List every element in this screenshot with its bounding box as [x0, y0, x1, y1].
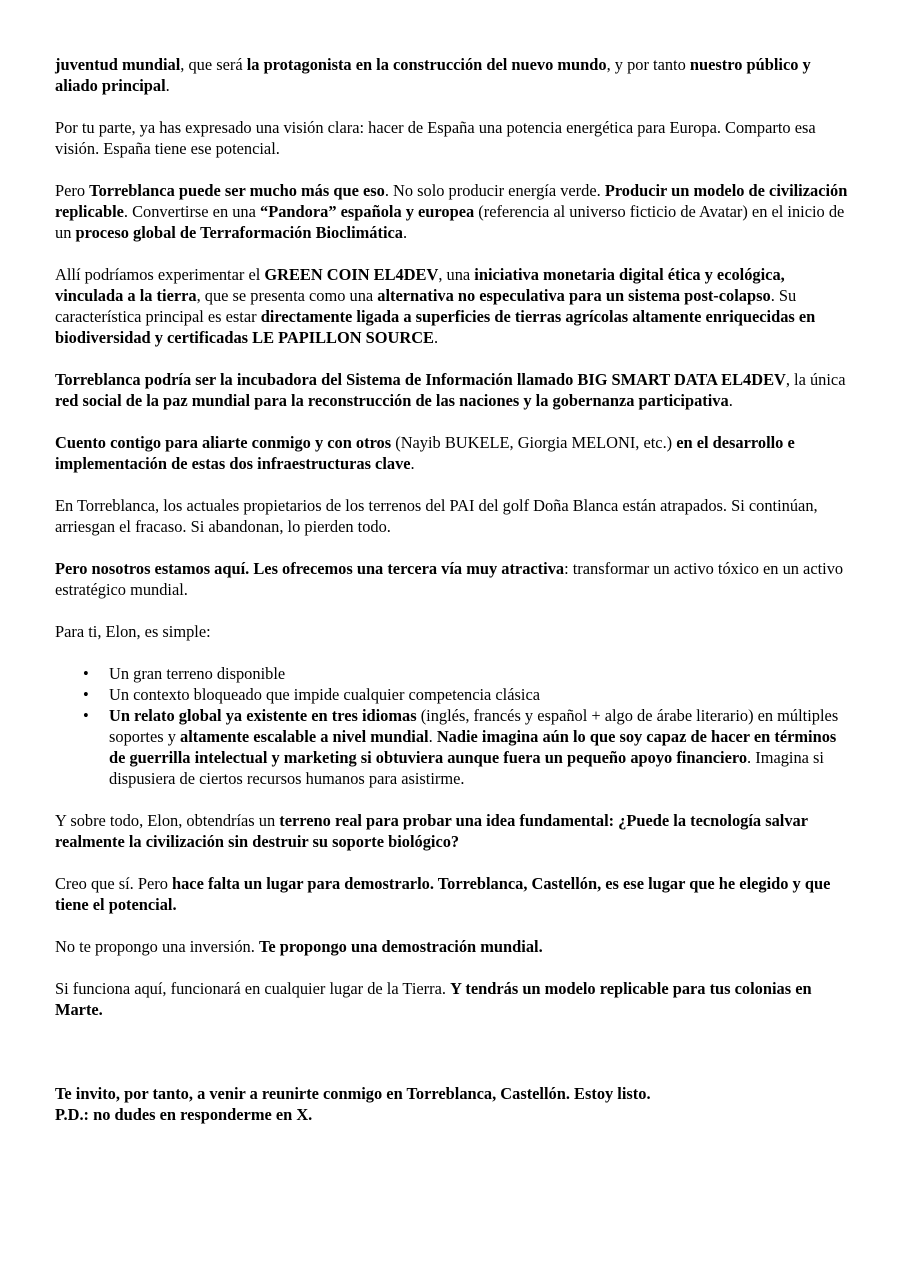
text-run: (Nayib BUKELE, Giorgia MELONI, etc.) — [391, 433, 677, 452]
paragraph-youth-audience — [55, 54, 851, 96]
paragraph-pandora-terraforming — [55, 180, 851, 243]
paragraph-green-coin — [55, 264, 851, 348]
bold-text-run: Torreblanca podría ser la incubadora del Sistema de Información llamado BIG SMART DATA EL4DEV — [55, 370, 786, 389]
bullet-marker-icon: • — [83, 706, 89, 725]
text-run: Creo que sí. Pero — [55, 874, 172, 893]
text-run: , que se presenta como una — [196, 286, 378, 305]
list-item-text — [109, 685, 540, 704]
bold-text-run: Un relato global ya existente en tres idiomas — [109, 706, 417, 725]
text-run: Allí podríamos experimentar el — [55, 265, 265, 284]
paragraph-invitation — [55, 1083, 851, 1104]
text-run: . Imagina si dispusiera de ciertos recursos humanos para asistirme. — [109, 748, 824, 788]
list-item-text — [109, 664, 285, 683]
bold-text-run: Cuento contigo para aliarte conmigo y con otros — [55, 433, 392, 452]
text-run: . No solo producir energía verde. — [384, 181, 605, 200]
bold-text-run: iniciativa monetaria digital ética y ecológica, vinculada a la tierra — [55, 265, 785, 305]
text-run: Un gran terreno disponible — [109, 664, 286, 683]
bold-text-run: GREEN COIN EL4DEV — [264, 265, 439, 284]
paragraph-simple-intro — [55, 621, 851, 642]
bold-text-run: altamente escalable a nivel mundial — [180, 727, 429, 746]
bold-text-run: “Pandora” española y europea — [260, 202, 475, 221]
paragraph-third-way — [55, 558, 851, 600]
bold-text-run: Te propongo una demostración mundial. — [258, 937, 543, 956]
text-run: (inglés, francés y español + algo de árabe literario) en múltiples soportes y — [109, 706, 839, 746]
text-run: . — [728, 391, 733, 410]
bullet-marker-icon: • — [83, 664, 89, 683]
bold-text-run: terreno real para probar una idea fundamental: ¿Puede la tecnología salvar realmente la civilización sin destruir su soporte biológico? — [55, 811, 808, 851]
text-run: , y por tanto — [606, 55, 690, 74]
text-run: , una — [438, 265, 475, 284]
text-run: . — [433, 328, 439, 347]
paragraph-demonstration — [55, 936, 851, 957]
text-run: Pero — [55, 181, 90, 200]
bold-text-run: en el desarrollo e implementación de estas dos infraestructuras clave — [55, 433, 795, 473]
text-run: Y sobre todo, Elon, obtendrías un — [55, 811, 280, 830]
bold-text-run: hace falta un lugar para demostrarlo. Torreblanca, Castellón, es ese lugar que he elegido y que tiene el potencial. — [55, 874, 831, 914]
paragraph-place-to-demonstrate — [55, 873, 851, 915]
text-run: , la única — [785, 370, 846, 389]
text-run: . — [402, 223, 408, 242]
paragraph-big-smart-data — [55, 369, 851, 411]
list-item — [83, 684, 851, 705]
text-run: . Convertirse en una — [123, 202, 261, 221]
bold-text-run: la protagonista en la construcción del nuevo mundo — [246, 55, 607, 74]
text-run: En Torreblanca, los actuales propietarios de los terrenos del PAI del golf Doña Blanca están atrapados. Si continúan, arriesgan el fracaso. Si abandonan, lo pierden todo. — [55, 496, 818, 536]
bold-text-run: nuestro público y aliado principal — [55, 55, 811, 95]
list-item — [83, 705, 851, 789]
text-run: . — [410, 454, 415, 473]
document-page — [55, 54, 851, 1125]
text-run: , que será — [180, 55, 247, 74]
text-run: . — [165, 76, 170, 95]
bold-text-run: alternativa no especulativa para un sistema post-colapso — [377, 286, 771, 305]
paragraph-mars-model — [55, 978, 851, 1020]
text-run: Si funciona aquí, funcionará en cualquier lugar de la Tierra. — [55, 979, 451, 998]
bold-text-run: Producir un modelo de civilización replicable — [55, 181, 848, 221]
bold-text-run: Te invito, por tanto, a venir a reunirte conmigo en Torreblanca, Castellón. Estoy listo. — [55, 1084, 651, 1103]
paragraph-postscript — [55, 1104, 851, 1125]
text-run: Un contexto bloqueado que impide cualquier competencia clásica — [109, 685, 540, 704]
bold-text-run: Torreblanca puede ser mucho más que eso — [89, 181, 385, 200]
bold-text-run: juventud mundial — [55, 55, 181, 74]
text-run: . Su característica principal es estar — [55, 286, 797, 326]
text-run: Por tu parte, ya has expresado una visión clara: hacer de España una potencia energética para Europa. Comparto esa visión. España tiene ese potencial. — [55, 118, 816, 158]
paragraph-alliance — [55, 432, 851, 474]
list-item — [83, 663, 851, 684]
spacer — [55, 1041, 851, 1083]
paragraph-fundamental-idea — [55, 810, 851, 852]
bold-text-run: Y tendrás un modelo replicable para tus colonias en Marte. — [55, 979, 812, 1019]
bold-text-run: red social de la paz mundial para la reconstrucción de las naciones y la gobernanza participativa — [55, 391, 729, 410]
text-run: (referencia al universo ficticio de Avatar) en el inicio de un — [55, 202, 845, 242]
list-item-text — [109, 706, 838, 788]
text-run: Para ti, Elon, es simple: — [55, 622, 211, 641]
bold-text-run: Nadie imagina aún lo que soy capaz de hacer en términos de guerrilla intelectual y marketing si obtuviera aunque fuera un pequeño apoyo financiero — [109, 727, 837, 767]
bold-text-run: P.D.: no dudes en responderme en X. — [55, 1105, 313, 1124]
bullet-marker-icon: • — [83, 685, 89, 704]
paragraph-landowners — [55, 495, 851, 537]
benefits-list — [55, 663, 851, 789]
bold-text-run: directamente ligada a superficies de tierras agrícolas altamente enriquecidas en biodiversidad y certificadas LE PAPILLON SOURCE — [55, 307, 816, 347]
bold-text-run: proceso global de Terraformación Bioclimática — [75, 223, 403, 242]
text-run: No te propongo una inversión. — [55, 937, 259, 956]
bold-text-run: Pero nosotros estamos aquí. Les ofrecemos una tercera vía muy atractiva — [55, 559, 565, 578]
text-run: . — [428, 727, 437, 746]
paragraph-spain-energy-vision — [55, 117, 851, 159]
text-run: : transformar un activo tóxico en un activo estratégico mundial. — [55, 559, 844, 599]
